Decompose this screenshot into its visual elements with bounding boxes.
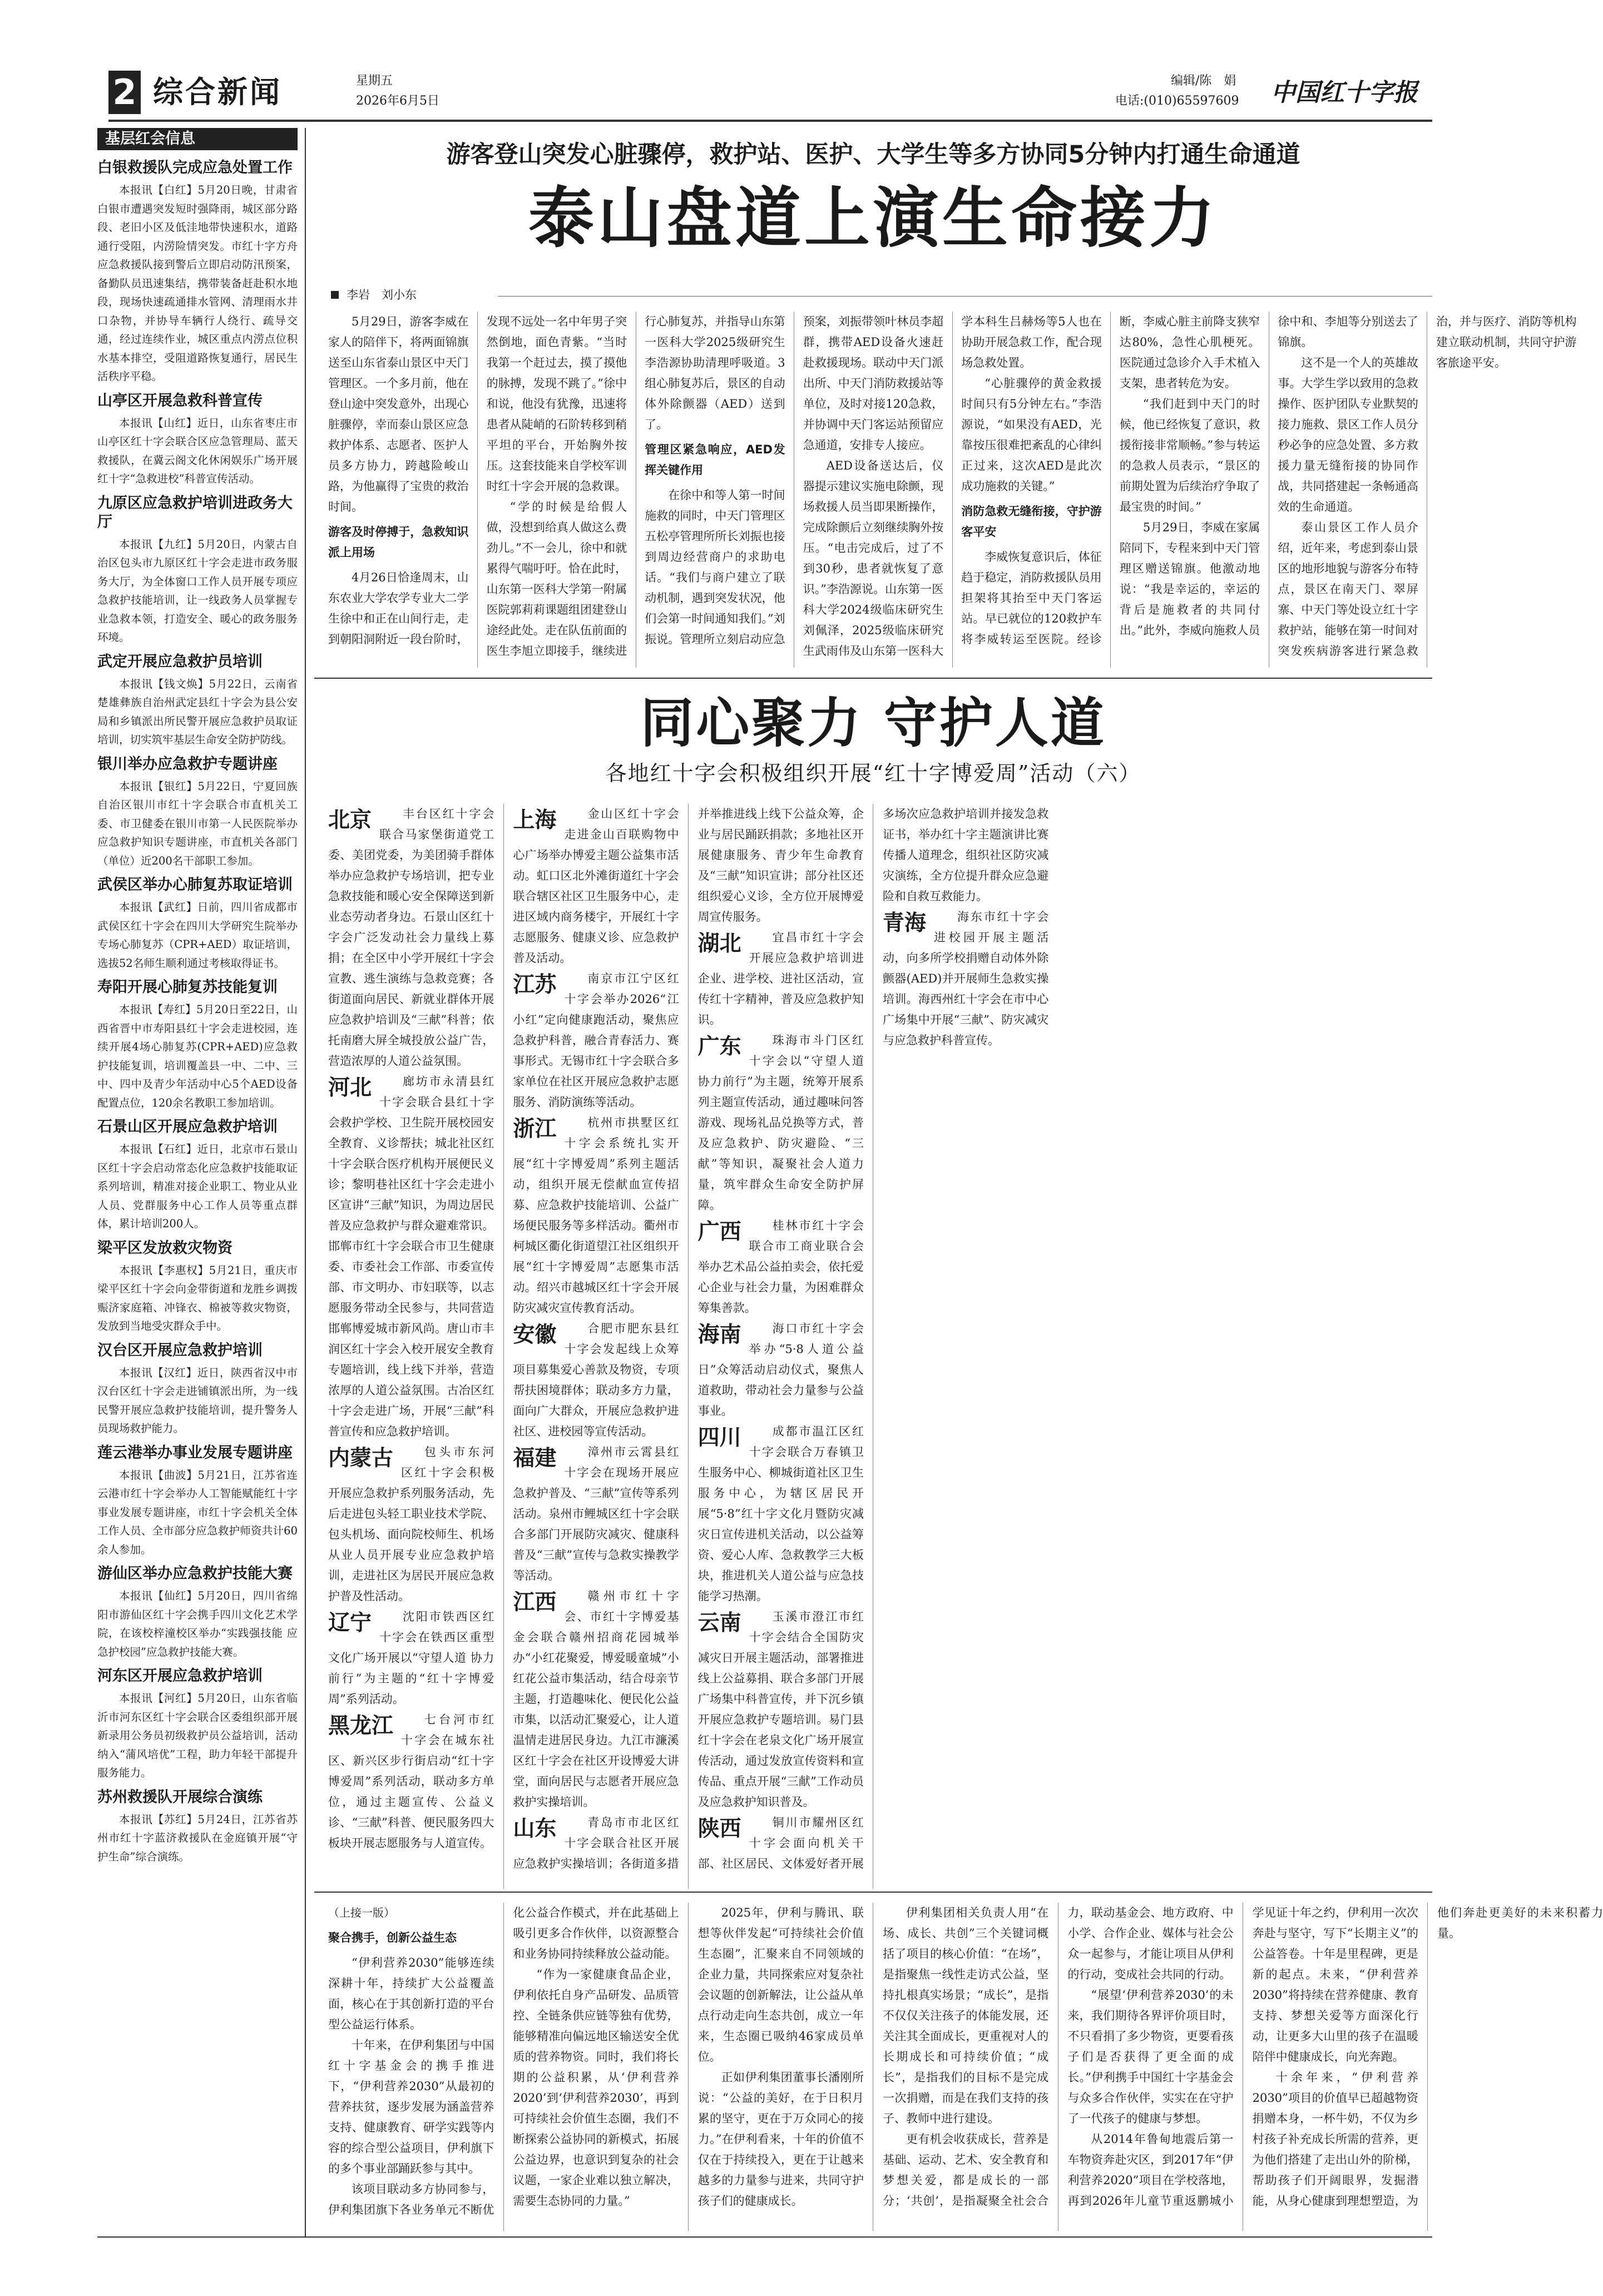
province-text: 南京市江宁区红十字会举办2026“江小红”定向健康跑活动，聚焦应急救护科普，融合青春活力、赛事形式。无锡市红十字会联合多家单位在社区开展应急救护志愿服务、消防演练等活动。: [513, 972, 679, 1109]
brief-text: 本报讯【钱文焕】5月22日，云南省楚雄彝族自治州武定县红十字会为县公安局和乡镇派出所民警开展应急救护员取证培训，切实筑牢基层生命安全防护防线。: [97, 677, 298, 746]
brief-title: 游仙区举办应急救护技能大赛: [97, 1565, 293, 1582]
brief-title: 白银救援队完成应急处置工作: [97, 159, 293, 176]
province-name: 广东: [697, 1034, 741, 1059]
province-entry: [513, 1586, 679, 1813]
sidebar-header: [97, 128, 298, 150]
province-name: 安徽: [513, 1322, 557, 1347]
page-number: 2: [112, 72, 137, 112]
bottom-paragraph: “展望‘伊利营养2030’的未来，我们期待各界评价项目时，不只看捐了多少物资，更要看孩子们是否获得了更全面的成长。”伊利携手中国红十字基金会与众多合作伙伴，实实在在守护了一代孩子的健康与梦想。: [1067, 1988, 1234, 2125]
province-name: 四川: [697, 1425, 741, 1450]
brief-title: 山亭区开展急救科普宣传: [97, 392, 263, 409]
province-name: 内蒙古: [328, 1446, 394, 1471]
sidebar-header-label: 基层红会信息: [105, 130, 195, 147]
province-name: 浙江: [513, 1117, 557, 1142]
bottom-paragraph: 2025年，伊利与腾讯、联想等伙伴发起“可持续社会价值生态圈”，汇聚来自不同领域的企业力量，共同探索应对复杂社会议题的创新解法，让公益从单点行动走向生态共创，成立一年来，生态圈已吸纳46家成员单位。: [697, 1906, 864, 2063]
lead-subhead-2: 管理区紧急响应，AED发挥关键作用: [645, 443, 785, 477]
lead-paragraph: 这不是一个人的英雄故事。大学生学以致用的急救操作、医护团队专业默契的接力施救、景区工作人员分秒必争的应急处置、多方救援力量无缝衔接的协同作战，共同搭建起一条畅通高效的生命通道。: [1278, 356, 1418, 513]
province-text: 桂林市红十字会联合市工商业联合会举办艺术品公益拍卖会，依托爱心企业与社会力量，为困难群众筹集善款。: [697, 1219, 864, 1315]
province-text: 海口市红十字会举办“5·8人道公益日”众筹活动启动仪式，聚焦人道救助，带动社会力量参与公益事业。: [697, 1322, 864, 1418]
province-entry: [698, 1421, 864, 1607]
lead-kicker: 游客登山突发心脏骤停，救护站、医护、大学生等多方协同5分钟内打通生命通道: [446, 141, 1300, 169]
bottom-paragraph: 从2014年鲁甸地震后第一车物资奔赴灾区，到2017年“伊利营养2020”项目在学校落地，再到2026年儿童节重返鹏城小学见证十年之约，伊利用一次次奔赴与坚守，写下“长期主义”的公益答卷。十年是里程碑，更是新的起点。未来，“伊利营养2030”将持续在营养健康、教育支持、梦想关爱等方面深化行动，让更多大山里的孩子在温暖陪伴中健康成长，向光奔跑。: [1067, 1906, 1418, 2208]
lead-paragraph: 5月29日，李威在家属陪同下，专程来到中天门管理区赠送锦旗。他激动地说：“我是幸运的，幸运的背后是施救者的共同付出。”此外，李威向施救人员徐中和、李旭等分别送去了锦旗。: [1119, 315, 1418, 637]
province-entry: [328, 1072, 494, 1442]
masthead: [108, 70, 1432, 118]
brief-title: 河东区开展应急救护培训: [97, 1667, 263, 1685]
lead-headline: 泰山盘道上演生命接力: [528, 180, 1218, 256]
brief-text: 本报讯【汉红】近日，陕西省汉中市汉台区红十字会走进铺镇派出所，为一线民警开展应急救护技能培训，提升警务人员现场救护能力。: [97, 1366, 298, 1435]
province-name: 陕西: [697, 1816, 741, 1841]
brief-title: 九原区应急救护培训进政务大厅: [97, 494, 293, 531]
lead-paragraph: “心脏骤停的黄金救援时间只有5分钟左右。”李浩源说，“如果没有AED，光靠按压很难把紊乱的心律纠正过来，这次AED是此次成功施救的关键。”: [961, 377, 1102, 493]
lead-body: [328, 312, 1577, 668]
feature-title: 同心聚力 守护人道: [640, 692, 1106, 754]
province-name: 北京: [328, 808, 372, 833]
province-entry: [513, 1442, 679, 1586]
province-name: 广西: [697, 1219, 741, 1245]
province-entry: [698, 927, 864, 1030]
lead-paragraph: AED设备送达后，仪器提示建议实施电除颤，现场救援人员当即果断操作，完成除颤后立刻继续胸外按压。“电击完成后，过了不到30秒，患者就恢复了意识。”李浩源说。山东第一医科大学2024级临床研究生刘佩泽，2025级临床研究生武雨伟及山东第一医科大学本科生吕赫炀等5人也在协助开展急救工作，配合现场急救处置。: [803, 315, 1102, 658]
lead-paragraph: 泰山景区工作人员介绍，近年来，考虑到泰山景区的地形地貌与游客分布特点，景区在南天门、翠屏寨、中天门等处设立红十字救护站，能够在第一时间对突发疾病游客进行紧急救治，并与医疗、消防等机构建立联动机制，共同守护游客旅途平安。: [1278, 315, 1577, 658]
province-text: 七台河市红十字会在城东社区、新兴区步行街启动“红十字博爱周”系列活动，联动多方单位，通过主题宣传、公益义诊、“三献”科普、便民服务四大板块开展志愿服务与人道宣传。: [328, 1713, 494, 1850]
province-entry: [513, 1113, 679, 1319]
province-entry: [328, 1442, 494, 1607]
province-text: 铜川市耀州区红十字会面向机关干部、社区居民、文体爱好者开展多场次应急救护培训并接发急救证书，举办红十字主题演讲比赛传播人道理念，组织社区防灾减灾演练，全方位提升群众应急避险和自救互救能力。: [697, 807, 1049, 1870]
bottom-paragraph: “作为一家健康食品企业，伊利依托自身产品研发、品质管控、全链条供应链等独有优势，能够精准向偏远地区输送安全优质的营养物资。同时，我们将长期的公益积累，从‘伊利营养2020’到‘伊利营养2030’，再到可持续社会价值生态圈，我们不断探索公益协同的新模式，拓展公益边界，也意识到复杂的社会议题，一家企业难以独立解决，需要生态协同的力量。”: [513, 1968, 679, 2208]
bottom-paragraph: 该项目联动多方协同参与，伊利集团旗下各业务单元不断优化公益合作模式，并在此基础上吸引更多合作伙伴，以资源整合和业务协同持续释放公益动能。: [328, 1906, 679, 2216]
province-text: 金山区红十字会走进金山百联购物中心广场举办博爱主题公益集市活动。虹口区北外滩街道红十字会联合辖区社区卫生服务中心，走进区域内商务楼宇，开展红十字志愿服务、健康义诊、应急救护普及活动。: [513, 807, 679, 965]
brief-title: 梁平区发放救灾物资: [97, 1239, 232, 1257]
bottom-paragraph: 十年来，在伊利集团与中国红十字基金会的携手推进下，“伊利营养2030”从最初的营养扶贫，逐步发展为涵盖营养支持、健康教育、研学实践等内容的综合型公益项目，伊利旗下的多个事业部踊跃参与其中。: [328, 2038, 494, 2175]
province-name: 福建: [513, 1446, 557, 1471]
brief-text: 本报讯【九红】5月20日，内蒙古自治区包头市九原区红十字会走进市政务服务大厅，为全体窗口工作人员开展专项应急救护技能培训，让一线政务人员掌握专业急救本领，打造安全、暖心的政务服务环境。: [97, 537, 298, 644]
page-number-box: [108, 71, 141, 114]
province-text: 成都市温江区红十字会联合万春镇卫生服务中心、柳城街道社区卫生服务中心，为辖区居民开展“5·8”红十字文化月暨防灾减灾日宣传进机关活动，以公益筹资、爱心人库、急救教学三大板块，推进机关人道公益与应急技能学习热潮。: [697, 1425, 864, 1603]
feature-body: [328, 804, 1418, 1889]
brief-text: 本报讯【银红】5月22日，宁夏回族自治区银川市红十字会联合市直机关工委、市卫健委在银川市第一人民医院举办应急救护知识专题讲座，市直机关各部门（单位）近200名干部职工参加。: [97, 779, 298, 867]
province-entry: [698, 1030, 864, 1216]
province-entry: [883, 907, 1048, 1051]
bottom-paragraph: 更有机会收获成长，营养是基础、运动、艺术、安全教育和梦想关爱，都是成长的一部分；‘共创’，是指凝聚全社会合力，联动基金会、地方政府、中小学、合作企业、媒体与社会公众一起参与，才能让项目从伊利的行动，变成社会共同的行动。: [882, 1906, 1234, 2208]
page-bottom-rule: [97, 2236, 1432, 2238]
brief-text: 本报讯【寿红】5月20日至22日，山西省晋中市寿阳县红十字会走进校园，连续开展4场心肺复苏(CPR+AED)应急救护技能复训，培训覆盖县一中、二中、三中、四中及青少年活动中心5个AED设备配置点位，120余名教职工参加培训。: [97, 1003, 298, 1109]
province-entry: [698, 1216, 864, 1319]
brief-title: 寿阳开展心肺复苏技能复训: [97, 979, 278, 996]
brief-text: 本报讯【白红】5月20日晚，甘肃省白银市遭遇突发短时强降雨，城区部分路段、老旧小区及低洼地带快速积水，道路通行受阻，内涝险情突发。市红十字方舟应急救援队接到警后立即启动防汛预案，备勤队员迅速集结，携带装备赶赴积水地段，现场快速疏通排水管网、清理雨水井口杂物，并协导车辆行人绕行、疏导交通，经过连续作业，城区重点内涝点位积水基本排空，受阻道路恢复通行，居民生活秩序平稳。: [97, 184, 298, 383]
brief-title: 石景山区开展应急救护培训: [97, 1118, 278, 1135]
province-name: 海南: [697, 1322, 741, 1347]
province-text: 丰台区红十字会联合马家堡街道党工委、美团党委，为美团骑手群体举办应急救护专场培训，把专业急救技能和暖心安全保障送到新业态劳动者身边。石景山区红十字会广泛发动社会力量线上募捐；在全区中小学开展红十字会宣教、逃生演练与急救竞赛；各街道面向居民、新就业群体开展应急救护培训及“三献”科普；依托南磨大屏全城投放公益广告，营造浓厚的人道公益氛围。: [328, 807, 494, 1068]
brief-text: 本报讯【仙红】5月20日，四川省绵阳市游仙区红十字会携手四川文化艺术学院，在该校梓潼校区举办“实践强技能 应急护校园”应急救护技能大赛。: [97, 1589, 298, 1658]
sidebar-briefs: [97, 153, 298, 2234]
bottom-story: [328, 1903, 1603, 2231]
province-text: 合肥市肥东县红十字会发起线上众筹项目募集爱心善款及物资，专项帮扶困境群体；联动多方力量，面向广大群众，开展应急救护进社区、进校园等宣传活动。: [513, 1322, 679, 1438]
feature-header: [314, 682, 1432, 798]
lead-subhead-1: 游客及时停搏于，急救知识派上用场: [328, 525, 469, 559]
lead-bottom-rule: [314, 678, 1432, 679]
lead-paragraph: 在徐中和等人第一时间施救的同时，中天门管理区五松亭管理所所长刘振也接到周边经营商户的求助电话。“我们与商户建立了联动机制，遇到突发状况，他们会第一时间通知我们。”刘振说。管理所立刻启动应急预案，刘振带领叶林员李超群，携带AED设备火速赶赴救援现场。联动中天门派出所、中天门消防救援站等单位，及时对接120急救，并协调中天门客运站预留应急通道，安排专人接应。: [645, 315, 944, 646]
province-name: 辽宁: [328, 1611, 372, 1636]
paper-logo: 中国红十字报: [1271, 78, 1418, 107]
byline-mark: [331, 291, 339, 299]
province-text: 宜昌市红十字会开展应急救护培训进企业、进学校、进社区活动，宣传红十字精神，普及应急救护知识。: [697, 931, 864, 1026]
byline-rule: [498, 296, 1432, 297]
province-entry: [328, 1607, 494, 1710]
editor: 编辑/陈 娟: [1171, 74, 1236, 88]
brief-text: 本报讯【山红】近日，山东省枣庄市山亭区红十字会联合区应急管理局、蓝天救援队，在冀云阁文化休闲娱乐广场开展红十字“急救进校”科普宣传活动。: [97, 416, 298, 485]
province-entry: [698, 1319, 864, 1421]
brief-text: 本报讯【李惠权】5月21日，重庆市梁平区红十字会向金带街道和龙胜乡调拨赈济家庭箱、冲锋衣、棉被等救灾物资，发放到当地受灾群众手中。: [97, 1263, 298, 1332]
brief-title: 苏州救援队开展综合演练: [97, 1788, 263, 1806]
lead-paragraph: “学的时候是给假人做，没想到给真人做这么费劲儿。”不一会儿，徐中和就累得气喘吁吁。恰在此时，山东第一医科大学第一附属医院郭莉莉课题组团建登山途经此处。走在队伍前面的医生李旭立即接手，继续进行心肺复苏，并指导山东第一医科大学2025级研究生李浩源协助清理呼吸道。3组心肺复苏后，景区的自动体外除颤器（AED）送到了。: [486, 315, 785, 658]
lead-paragraph: “我们赶到中天门的时候，他已经恢复了意识，救援衔接非常顺畅。”参与转运的急救人员表示，“景区的前期处置为后续治疗争取了最宝贵的时间。”: [1119, 397, 1260, 513]
province-text: 廊坊市永清县红十字会联合县红十字会救护学校、卫生院开展校园安全教育、义诊帮扶；城北社区红十字会联合医疗机构开展便民义诊；黎明巷社区红十字会走进小区宣讲“三献”知识，为周边居民普及应急救护与群众避难常识。邯郸市红十字会联合市卫生健康委、市委社会工作部、市委宣传部、市文明办、市妇联等，以志愿服务带动全民参与，共同营造邯郸博爱城市新风尚。唐山市丰润区红十字会入校开展安全教育专题培训，线上线下并举，营造浓厚的人道公益氛围。古冶区红十字会走进广场，开展“三献”科普宣传和应急救护培训。: [328, 1075, 494, 1438]
province-name: 青海: [882, 911, 926, 936]
brief-text: 本报讯【石红】近日，北京市石景山区红十字会启动常态化应急救护技能取证系列培训，精准对接企业职工、物业从业人员、党群服务中心工作人员等重点群体，累计培训200人。: [97, 1143, 298, 1230]
province-entry: [513, 1319, 679, 1442]
lead-subhead-3: 消防急救无缝衔接，守护游客平安: [961, 505, 1102, 539]
province-text: 玉溪市澄江市红十字会结合全国防灾减灾日开展主题活动，部署推进线上公益募捐、联合多部门开展广场集中科普宣传，并下沉乡镇开展应急救护专题培训。易门县红十字会在老泉文化广场开展宣传活动，通过发放宣传资料和宣传品、重点开展“三献”工作动员及应急救护知识普及。: [697, 1610, 864, 1809]
brief-title: 银川举办应急救护专题讲座: [97, 755, 278, 773]
province-name: 山东: [513, 1816, 557, 1841]
lead-paragraph: 4月26日恰逢周末，山东农业大学农学专业大二学生徐中和正在山间行走，走到朝阳洞附近一段台阶时，发现不远处一名中年男子突然倒地，面色青紫。“当时我第一个赶过去，摸了摸他的脉搏，发现不跳了。”徐中和说，他没有犹豫，迅速将患者从陡峭的石阶转移到稍平坦的平台，开始胸外按压。这套技能来自学校军训时红十字会开展的急救课。: [328, 315, 627, 646]
lead-paragraph: 李威恢复意识后，体征趋于稳定，消防救援队员用担架将其抬至中天门客运站。早已就位的120救护车将李威转运至医院。经诊断，李威心脏主前降支狭窄达80%，急性心肌梗死。医院通过急诊介入手术植入支架，患者转危为安。: [961, 315, 1260, 646]
province-text: 漳州市云霄县红十字会在现场开展应急救护普及、“三献”宣传等系列活动。泉州市鲤城区红十字会联合多部门开展防灾减灾、健康科普及“三献”宣传与急救实操教学等活动。: [513, 1445, 679, 1582]
feature-bottom-rule: [314, 1892, 1432, 1893]
brief-text: 本报讯【苏红】5月24日，江苏省苏州市红十字蓝济救援队在金庭镇开展“守护生命”综合演练。: [97, 1813, 298, 1863]
bottom-subhead: 聚合携手，创新公益生态: [328, 1931, 457, 1944]
brief-title: 武定开展应急救护员培训: [97, 653, 263, 670]
province-name: 上海: [513, 808, 557, 833]
brief-title: 武侯区举办心肺复苏取证培训: [97, 876, 293, 893]
province-name: 云南: [697, 1611, 741, 1636]
weekday: 星期五: [356, 74, 393, 88]
continued-label: （上接一版）: [328, 1906, 395, 1919]
bottom-paragraph: 十余年来，“伊利营养2030”项目的价值早已超越物资捐赠本身，一杯牛奶，不仅为乡村孩子补充成长所需的营养，更为他们搭建了走出山外的阶梯，帮助孩子们开阔眼界，发掘潜能，从身心健康到理想塑造，为他们奔赴更美好的未来积蓄力量。: [1252, 1906, 1603, 2208]
lead-byline: [331, 287, 417, 303]
province-text: 沈阳市铁西区红十字会在铁西区重型文化广场开展以“守望人道 协力前行”为主题的“红十字博爱周”系列活动。: [328, 1610, 494, 1706]
province-text: 海东市红十字会进校园开展主题活动，向多所学校捐赠自动体外除颤器(AED)并开展师生急救实操培训。海西州红十字会在市中心广场集中开展“三献”、防灾减灾与应急救护科普宣传。: [882, 910, 1049, 1047]
province-entry: [328, 1710, 494, 1854]
lead-intro: 5月29日，游客李威在家人的陪伴下，将两面锦旗送至山东省泰山景区中天门管理区。一个多月前，他在登山途中突发意外，出现心脏骤停，幸而泰山景区应急救护体系、志愿者、医护人员多方协力，跨越险峻山路，为他赢得了宝贵的救治时间。: [328, 315, 469, 513]
province-text: 包头市东河区红十字会积极开展应急救护系列服务活动，先后走进包头轻工职业技术学院、包头机场、面向院校师生、机场从业人员开展专业应急救护培训，走进社区为居民开展应急救护普及性活动。: [328, 1445, 494, 1603]
brief-text: 本报讯【武红】日前，四川省成都市武侯区红十字会在四川大学研究生院举办专场心肺复苏（CPR+AED）取证培训，选拔52名师生顺利通过考核取得证书。: [97, 901, 298, 970]
province-entry: [513, 969, 679, 1113]
byline-text: 李岩 刘小东: [347, 288, 417, 302]
brief-title: 汉台区开展应急救护培训: [97, 1341, 263, 1359]
sidebar-divider: [305, 128, 306, 2236]
brief-title: 莲云港举办事业发展专题讲座: [97, 1444, 293, 1461]
province-text: 青岛市市北区红十字会联合社区开展应急救护实操培训；各街道多措并举推进线上线下公益众筹，企业与居民踊跃捐款；多地社区开展健康服务、青少年生命教育及“三献”知识宣讲；部分社区还组织爱心义诊，全方位开展博爱周宣传服务。: [513, 807, 864, 1870]
phone: 电话:(010)65597609: [1115, 94, 1239, 108]
province-text: 杭州市拱墅区红十字会系统扎实开展“红十字博爱周”系列主题活动，组织开展无偿献血宣传招募、应急救护技能培训、公益广场便民服务等多样活动。衢州市柯城区衢化街道望江社区组织开展“红十字博爱周”志愿集市活动。绍兴市越城区红十字会开展防灾减灾宣传教育活动。: [513, 1116, 679, 1315]
province-entry: [328, 804, 494, 1072]
province-name: 江苏: [513, 972, 557, 998]
section-name: 综合新闻: [153, 75, 282, 110]
province-text: 赣州市红十字会、市红十字博爱基金会联合赣州招商花园城举办“小红花聚爱，博爱暖童城”小红花公益市集活动，结合母亲节主题，打造趣味化、便民化公益市集，以活动汇聚爱心，让人道温情走进居民身边。九江市濂溪区红十字会在社区开设博爱大讲堂，面向居民与志愿者开展应急救护实操培训。: [513, 1589, 679, 1809]
province-name: 湖北: [697, 931, 741, 956]
issue-date: 2026年6月5日: [356, 94, 439, 108]
bottom-paragraph: 正如伊利集团董事长潘刚所说：“公益的美好，在于日积月累的坚守，更在于万众同心的接力。”在伊利看来，十年的价值不仅在于持续投入，更在于让越来越多的力量参与进来，共同守护孩子们的健康成长。: [697, 2071, 864, 2208]
brief-text: 本报讯【河红】5月20日，山东省临沂市河东区红十字会联合区委组织部开展新录用公务员初级救护员公益培训，活动纳入“蒲风培优”工程，助力年轻干部提升服务能力。: [97, 1692, 298, 1779]
bottom-paragraph: 伊利集团相关负责人用“在场、成长、共创”三个关键词概括了项目的核心价值：“在场”，是指聚焦一线性走访式公益，坚持扎根真实场景；“成长”，是指不仅仅关注孩子的体能发展，还关注其全面成长，更重视对人的长期成长和可持续价值；“成长”，是指我们的目标不是完成一次捐赠，而是在我们支持的孩子、教师中进行建设。: [882, 1906, 1049, 2125]
province-text: 珠海市斗门区红十字会以“守望人道 协力前行”为主题，统筹开展系列主题宣传活动，通过趣味问答游戏、现场礼品兑换等方式，普及应急救护、防灾避险、“三献”等知识，凝聚社会人道力量，筑牢群众生命安全防护屏障。: [697, 1034, 864, 1212]
brief-text: 本报讯【曲波】5月21日，江苏省连云港市红十字会举办人工智能赋能红十字事业发展专题讲座，市红十字会机关全体工作人员、全市部分应急救护师资共计60余人参加。: [97, 1468, 298, 1556]
feature-subtitle: 各地红十字会积极组织开展“红十字博爱周”活动（六）: [605, 761, 1141, 786]
province-name: 河北: [328, 1075, 372, 1100]
province-entry: [698, 1607, 864, 1813]
bottom-paragraph: “伊利营养2030”能够连续深耕十年，持续扩大公益覆盖面，核心在于其创新打造的平台型公益运行体系。: [328, 1956, 494, 2031]
province-name: 黑龙江: [328, 1714, 394, 1739]
province-name: 江西: [513, 1590, 557, 1615]
masthead-rule: [108, 120, 1432, 122]
province-entry: [513, 804, 679, 969]
